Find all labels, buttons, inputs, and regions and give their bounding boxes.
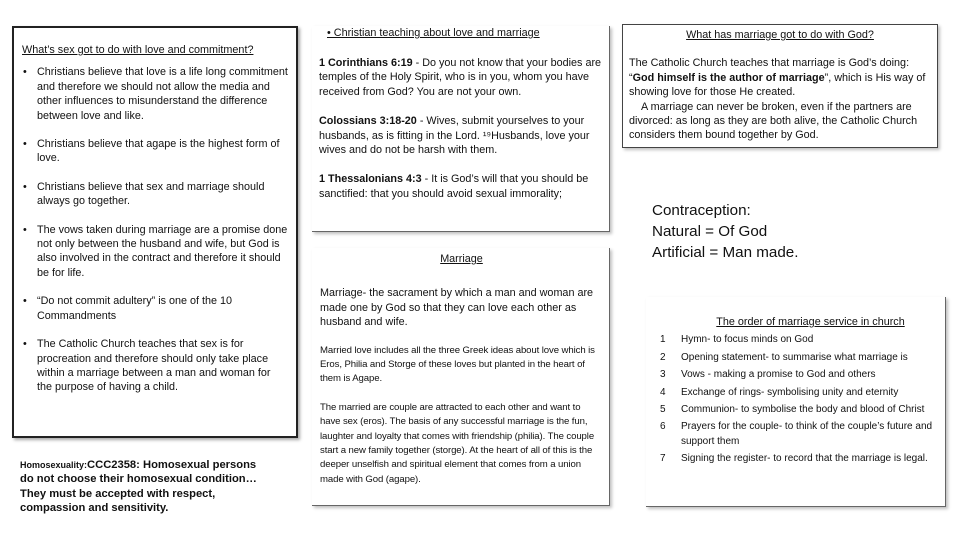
- love-commitment-box: [12, 26, 298, 438]
- list-item: 2 Opening statement- to summarise what marriage is: [660, 351, 908, 363]
- bullet-icon: •: [23, 223, 27, 236]
- bullet-icon: •: [23, 338, 27, 351]
- married-love-paragraph: Married love includes all the three Greek ideas about love which is Eros, Philia and Storge of these loves but planted in the heart of them is Agape.: [320, 344, 595, 385]
- list-item: • Christians believe that sex and marriage should always go together.: [23, 180, 265, 208]
- teaching-heading: • Christian teaching about love and marriage: [327, 27, 540, 39]
- list-item: 4 Exchange of rings- symbolising unity and eternity: [660, 386, 899, 398]
- list-item: 7 Signing the register- to record that the marriage is legal.: [660, 453, 928, 465]
- homosexuality-note: [20, 458, 270, 516]
- contraception-artificial: Artificial = Man made.: [652, 244, 799, 261]
- list-item: • “Do not commit adultery” is one of the 10 Commandments: [23, 295, 233, 322]
- love-commitment-list: [22, 65, 288, 394]
- list-item: 1 Hymn- to focus minds on God: [660, 334, 814, 346]
- list-item: • Christians believe that love is a life long commitment and therefore we should not allow the media and other influences to misunderstand the difference between love and like.: [23, 66, 288, 122]
- list-item: • The Catholic Church teaches that sex is for procreation and therefore should only take place within a marriage between a man and woman for the purpose of having a child.: [23, 338, 271, 394]
- marriage-service-heading: The order of marriage service in church: [716, 316, 905, 328]
- marriage-service-order-box: [646, 297, 946, 507]
- love-commitment-title: What’s sex got to do with love and commitment?: [22, 44, 254, 56]
- marriage-god-box: [622, 24, 938, 148]
- quote-colossians: Colossians 3:18-20 - Wives, submit yourselves to your husbands, as is fitting in the Lord. ¹⁹Husbands, love your wives and do not be harsh with them.: [319, 115, 590, 157]
- quote-thessalonians: 1 Thessalonians 4:3 - It is God’s will that you should be sanctified: that you should avoid sexual immorality;: [319, 173, 589, 200]
- marriage-god-text: The Catholic Church teaches that marriage is God’s doing: “God himself is the author of marriage”, which is His way of showing love for those He created.: [629, 57, 926, 99]
- bullet-icon: •: [23, 180, 27, 193]
- quote-corinthians: 1 Corinthians 6:19 - Do you not know that your bodies are temples of the Holy Spirit, who is in you, whom you have received from God? You are not your own.: [319, 57, 602, 98]
- bullet-icon: •: [23, 66, 27, 79]
- bullet-icon: •: [23, 295, 27, 308]
- contraception-note: [652, 200, 872, 263]
- list-item: • Christians believe that agape is the highest form of love.: [23, 138, 280, 165]
- marriage-god-heading: What has marriage got to do with God?: [686, 29, 874, 41]
- marriage-heading: Marriage: [440, 253, 483, 265]
- contraception-title: Contraception:: [652, 202, 751, 219]
- teaching-box: [312, 26, 610, 232]
- marriage-definition: Marriage- the sacrament by which a man and woman are made one by God so that they can love each other as husband and wife.: [320, 287, 594, 329]
- bullet-icon: •: [23, 138, 27, 151]
- list-item: 5 Communion- to symbolise the body and blood of Christ: [660, 404, 925, 416]
- marriage-box: [312, 248, 610, 506]
- contraception-natural: Natural = Of God: [652, 223, 768, 240]
- marriage-god-text2: A marriage can never be broken, even if the partners are divorced: as long as they are both alive, the Catholic Church considers them bound together by God.: [629, 100, 918, 142]
- homosexuality-text: CCC2358: Homosexual persons do not choose their homosexual condition…They must be accepted with respect, compassion and sensitivity.: [20, 459, 257, 515]
- married-couple-paragraph: The married are couple are attracted to each other and want to have sex (eros). The basis of any successful marriage is the fun, laughter and loyalty that comes with friendship (philia). The couple start a new family together (storge). At the heart of all of this is the deeper unselfish and spiritual element that comes from a union made with God (agape).: [320, 401, 595, 485]
- list-item: 6 Prayers for the couple- to think of the couple’s future and support them: [660, 421, 933, 447]
- list-item: 3 Vows - making a promise to God and others: [660, 369, 876, 381]
- homosexuality-label: Homosexuality:: [20, 460, 88, 470]
- list-item: • The vows taken during marriage are a promise done not only between the husband and wife, but God is also involved in the contract and therefore it should be for life.: [23, 223, 288, 279]
